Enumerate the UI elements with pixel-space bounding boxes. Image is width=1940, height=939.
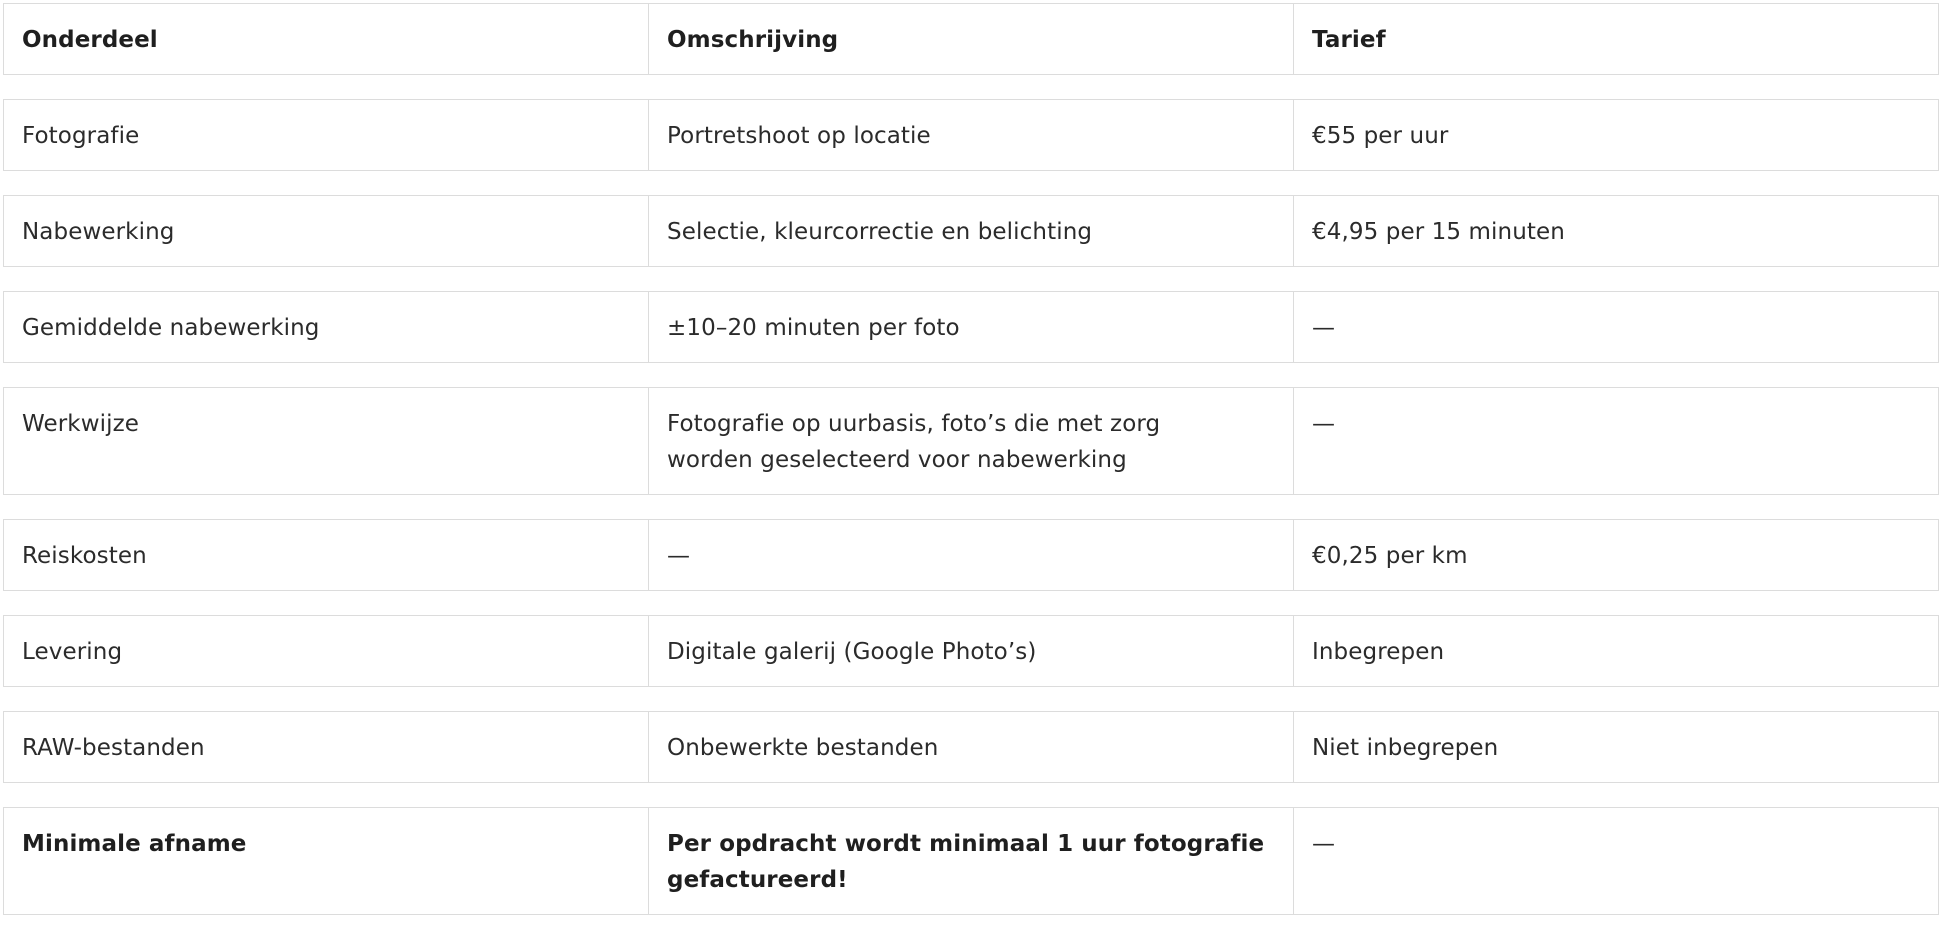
omschrijving-line-1: Per opdracht wordt minimaal 1 uur fotografie: [667, 831, 1265, 857]
cell-tarief: €55 per uur: [1293, 99, 1939, 171]
table-row: [3, 519, 1939, 591]
table-row: [3, 387, 1939, 495]
table-row: [3, 711, 1939, 783]
table-row: [3, 615, 1939, 687]
cell-onderdeel: Levering: [3, 615, 648, 687]
header-onderdeel: Onderdeel: [3, 3, 648, 75]
cell-omschrijving: ±10–20 minuten per foto: [648, 291, 1293, 363]
cell-omschrijving: [648, 807, 1293, 915]
omschrijving-line-1: Fotografie op uurbasis, foto’s die met zorg: [667, 411, 1161, 437]
header-omschrijving: Omschrijving: [648, 3, 1293, 75]
table-row: [3, 99, 1939, 171]
omschrijving-line-2: gefactureerd!: [667, 867, 848, 893]
cell-tarief: €4,95 per 15 minuten: [1293, 195, 1939, 267]
cell-omschrijving: Selectie, kleurcorrectie en belichting: [648, 195, 1293, 267]
cell-onderdeel: Werkwijze: [3, 387, 648, 495]
cell-tarief: —: [1293, 807, 1939, 915]
cell-omschrijving: Portretshoot op locatie: [648, 99, 1293, 171]
cell-onderdeel: Reiskosten: [3, 519, 648, 591]
table-row: [3, 807, 1939, 915]
cell-onderdeel: Nabewerking: [3, 195, 648, 267]
pricing-table: [3, 0, 1939, 939]
cell-tarief: —: [1293, 291, 1939, 363]
cell-tarief: Inbegrepen: [1293, 615, 1939, 687]
pricing-table-container: [3, 3, 1939, 939]
omschrijving-line-2: worden geselecteerd voor nabewerking: [667, 447, 1127, 473]
cell-tarief: —: [1293, 387, 1939, 495]
table-row: [3, 195, 1939, 267]
cell-onderdeel: Fotografie: [3, 99, 648, 171]
cell-omschrijving: Onbewerkte bestanden: [648, 711, 1293, 783]
cell-tarief: Niet inbegrepen: [1293, 711, 1939, 783]
cell-onderdeel: Gemiddelde nabewerking: [3, 291, 648, 363]
table-row: [3, 291, 1939, 363]
cell-tarief: €0,25 per km: [1293, 519, 1939, 591]
cell-onderdeel: Minimale afname: [3, 807, 648, 915]
cell-omschrijving: —: [648, 519, 1293, 591]
cell-omschrijving: Digitale galerij (Google Photo’s): [648, 615, 1293, 687]
cell-onderdeel: RAW-bestanden: [3, 711, 648, 783]
header-tarief: Tarief: [1293, 3, 1939, 75]
cell-omschrijving: [648, 387, 1293, 495]
table-header-row: [3, 3, 1939, 75]
